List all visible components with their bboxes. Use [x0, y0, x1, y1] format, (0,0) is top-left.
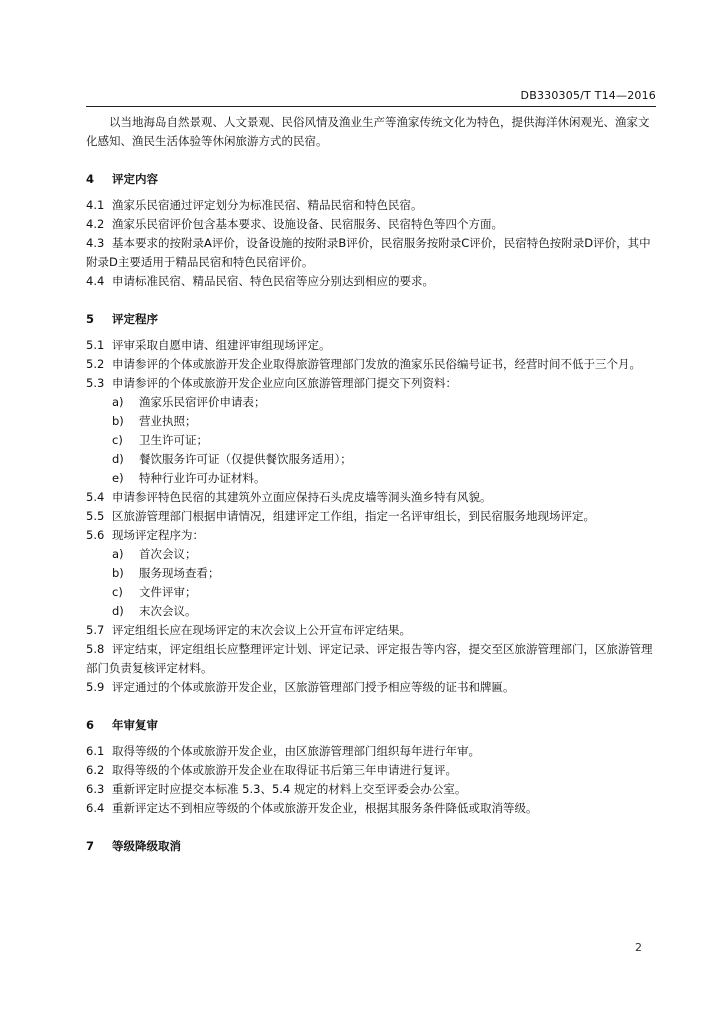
clause-4-2: 4.2 渔家乐民宿评价包含基本要求、设施设备、民宿服务、民宿特色等四个方面。 [86, 217, 503, 231]
document-code: DB330305/T T14—2016 [520, 89, 656, 102]
clause-5-5: 5.5 区旅游管理部门根据申请情况，组建评定工作组，指定一名评审组长，到民宿服务地现场评定。 [86, 509, 595, 523]
list-item-5-6-b: b) 服务现场查看； [112, 566, 220, 580]
document-body [86, 113, 656, 856]
clause-4-1: 4.1 渔家乐民宿通过评定划分为标准民宿、精品民宿和特色民宿。 [86, 198, 423, 212]
clause-4-4: 4.4 申请标准民宿、精品民宿、特色民宿等应分别达到相应的要求。 [86, 274, 434, 288]
clause-5-2: 5.2 申请参评的个体或旅游开发企业取得旅游管理部门发放的渔家乐民俗编号证书，经营时间不低于三个月。 [86, 357, 641, 371]
section-6-heading: 6 年审复审 [86, 718, 158, 732]
list-item-5-3-b: b) 营业执照； [112, 414, 197, 428]
list-item-5-6-a: a) 首次会议； [112, 547, 197, 561]
list-item-5-6-d: d) 末次会议。 [112, 604, 197, 618]
section-5-heading: 5 评定程序 [86, 312, 158, 326]
clause-6-3: 6.3 重新评定时应提交本标准 5.3、5.4 规定的材料上交至评委会办公室。 [86, 782, 467, 796]
section-7-heading: 7 等级降级取消 [86, 839, 181, 853]
clause-5-8: 5.8 评定结束，评定组组长应整理评定计划、评定记录、评定报告等内容，提交至区旅游管理部门，区旅游管理部门负责复核评定材料。 [86, 642, 653, 675]
clause-5-7: 5.7 评定组组长应在现场评定的末次会议上公开宣布评定结果。 [86, 623, 411, 637]
clause-5-9: 5.9 评定通过的个体或旅游开发企业，区旅游管理部门授予相应等级的证书和牌匾。 [86, 680, 515, 694]
header-rule [86, 106, 656, 107]
list-item-5-3-d: d) 餐饮服务许可证（仅提供餐饮服务适用）； [112, 452, 352, 466]
list-item-5-6-c: c) 文件评审； [112, 585, 197, 599]
clause-5-4: 5.4 申请参评特色民宿的其建筑外立面应保持石头虎皮墙等洞头渔乡特有风貌。 [86, 490, 492, 504]
clause-6-1: 6.1 取得等级的个体或旅游开发企业，由区旅游管理部门组织每年进行年审。 [86, 744, 480, 758]
section-4-heading: 4 评定内容 [86, 172, 158, 186]
clause-5-3: 5.3 申请参评的个体或旅游开发企业应向区旅游管理部门提交下列资料： [86, 376, 457, 390]
clause-5-6: 5.6 现场评定程序为： [86, 528, 204, 542]
list-item-5-3-e: e) 特种行业许可办证材料。 [112, 471, 266, 485]
page-number: 2 [635, 941, 642, 954]
list-item-5-3-a: a) 渔家乐民宿评价申请表； [112, 395, 266, 409]
clause-6-4: 6.4 重新评定达不到相应等级的个体或旅游开发企业，根据其服务条件降低或取消等级。 [86, 801, 538, 815]
clause-5-1: 5.1 评审采取自愿申请、组建评审组现场评定。 [86, 338, 331, 352]
list-item-5-3-c: c) 卫生许可证； [112, 433, 208, 447]
clause-4-3: 4.3 基本要求的按附录A评价，设备设施的按附录B评价，民宿服务按附录C评价，民宿特色按附录D评价，其中附录D主要适用于精品民宿和特色民宿评价。 [86, 236, 651, 269]
clause-6-2: 6.2 取得等级的个体或旅游开发企业在取得证书后第三年申请进行复评。 [86, 763, 457, 777]
intro-paragraph: 以当地海岛自然景观、人文景观、民俗风情及渔业生产等渔家传统文化为特色，提供海洋休闲观光、渔家文化感知、渔民生活体验等休闲旅游方式的民宿。 [86, 115, 650, 148]
